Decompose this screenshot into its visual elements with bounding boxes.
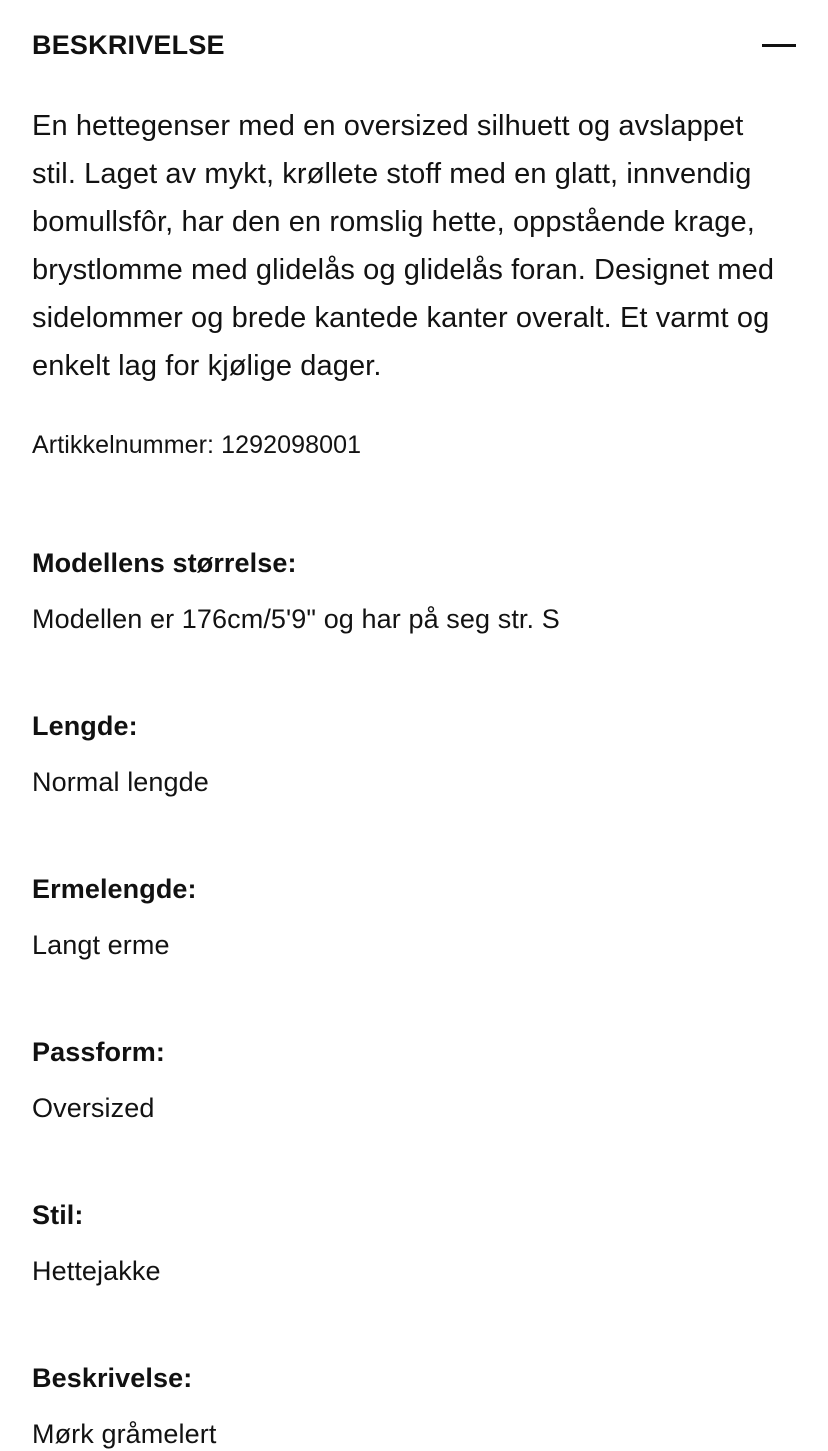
detail-value: Modellen er 176cm/5'9" og har på seg str. S	[32, 604, 560, 634]
detail-value: Oversized	[32, 1093, 155, 1123]
detail-value: Normal lengde	[32, 767, 209, 797]
detail-group-colour-description	[32, 1361, 796, 1451]
description-body	[32, 82, 796, 462]
detail-group-style	[32, 1198, 796, 1288]
description-paragraph: En hettegenser med en oversized silhuett og avslappet stil. Laget av mykt, krøllete stoff med en glatt, innvendig bomullsfôr, har den en romslig hette, oppstående krage, brystlomme med glidelås og glidelås foran. Designet med sidelommer og brede kantede kanter overalt. Et varmt og enkelt lag for kjølige dager.	[32, 110, 775, 382]
accordion-collapse-button[interactable]	[754, 24, 796, 66]
detail-label: Beskrivelse:	[32, 1363, 193, 1393]
product-details-list	[32, 462, 796, 1451]
detail-group-fit	[32, 1035, 796, 1125]
detail-value: Langt erme	[32, 930, 170, 960]
detail-value: Mørk gråmelert	[32, 1419, 217, 1449]
detail-label: Lengde:	[32, 711, 138, 741]
page-title: BESKRIVELSE	[32, 29, 225, 60]
detail-value: Hettejakke	[32, 1256, 161, 1286]
detail-label: Modellens størrelse:	[32, 548, 297, 578]
article-number: Artikkelnummer: 1292098001	[32, 431, 362, 459]
detail-label: Stil:	[32, 1200, 84, 1230]
detail-group-sleeve-length	[32, 872, 796, 962]
minus-icon	[762, 44, 796, 47]
detail-label: Passform:	[32, 1037, 165, 1067]
accordion-header[interactable]	[32, 0, 796, 82]
detail-group-model-size	[32, 546, 796, 636]
detail-group-length	[32, 709, 796, 799]
detail-label: Ermelengde:	[32, 874, 197, 904]
